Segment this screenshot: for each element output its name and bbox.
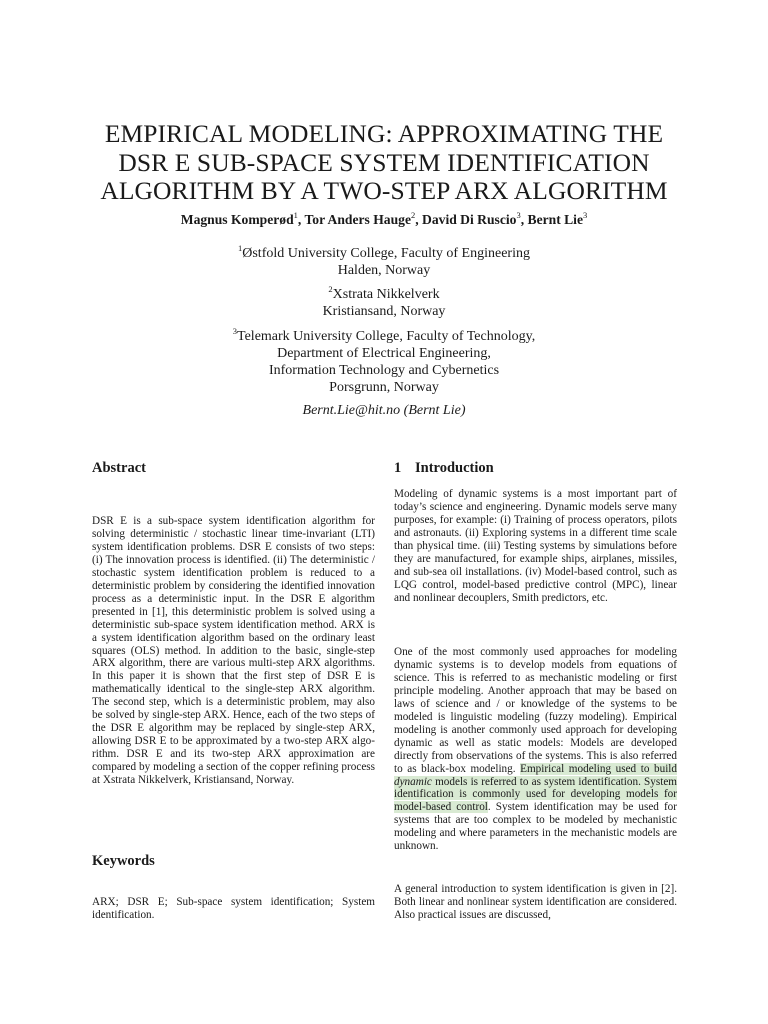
contact-email: Bernt.Lie@hit.no (Bernt Lie) [302, 403, 466, 418]
affiliation-line: Xstrata Nikkelverk [332, 287, 440, 302]
highlight-segment: models is referred to as system identification. System identification is commonly used for developing models for model-based control [394, 775, 677, 814]
paper-title [60, 120, 708, 206]
author-separator: , [297, 212, 305, 227]
author-affiliation-mark: 3 [583, 210, 588, 220]
author-affiliation-mark: 1 [293, 210, 298, 220]
abstract-heading: Abstract [92, 460, 146, 476]
affiliation-mark: 2 [328, 284, 333, 294]
abstract-text: DSR E is a sub-space system identification algorithm for solving deterministic / stochastic linear time-invariant (LTI) system identification problems. DSR E consists of two steps: (i) The innovation process is identified. (ii) The deterministic / stochastic system identification problem is reduced to a deterministic problem by considering the identified innovation process as a deterministic input. In the DSR E algorithm presented in [1], this deterministic problem is solved using a deterministic sub-space system identification method. ARX is a system identification algorithm based on the ordinary least squares (OLS) method. In addition to the basic, single-step ARX algorithm, there are various multi-step ARX algorithms. In this paper it is shown that the first step of DSR E is mathematically identical to the single-step ARX algorithm. The second step, which is a deterministic problem, may also be solved by single-step ARX. Hence, each of the two steps of the DSR E algorithm may be replaced by single-step ARX, allowing DSR E to be approximated by a two-step ARX algorithm. DSR E and its two-step ARX approximation are compared by modeling a section of the copper refining process at Xstrata Nikkelverk, Kristiansand, Norway. [92, 515, 375, 787]
author-name: Bernt Lie [527, 212, 583, 227]
affiliation-line: Information Technology and Cybernetics [268, 363, 500, 378]
section-number: 1 [394, 460, 402, 476]
author-name: Tor Anders Hauge [304, 212, 411, 227]
affiliation-line: Kristiansand, Norway [322, 304, 446, 319]
author-name: David Di Ruscio [422, 212, 517, 227]
introduction-heading [394, 459, 494, 477]
author-separator: , [520, 212, 528, 227]
affiliation-3 [60, 328, 708, 396]
author-list [60, 211, 708, 229]
intro-paragraph-2-tail: . System identification may be used for systems that are too complex to be modeled by mechanistic modeling and where parameters in the mechanistic models are unknown. [394, 801, 677, 853]
author-affiliation-mark: 2 [410, 210, 416, 220]
author-separator: , [415, 212, 423, 227]
affiliation-line: Telemark University College, Faculty of Technology, [237, 329, 536, 344]
title-line: DSR E SUB-SPACE SYSTEM IDENTIFICATION [118, 147, 650, 177]
intro-paragraph-1: Modeling of dynamic systems is a most important part of today’s science and engineering. Dynamic models serve many purposes, for example: (i) Training of process operators, pilots and astronauts. (ii) Exploring systems in a different time scale than physical time. (iii) Testing systems by simulations before they are manufactured, for example ships, airplanes, missiles, and sub-sea oil installations. (iv) Model-based control, such as LQG control, model-based predictive control (MPC), linear and nonlinear decouplers, Smith predictors, etc. [394, 488, 677, 604]
intro-paragraph-2-text: One of the most commonly used approaches for modeling dynamic systems is to develop models from equations of science. This is referred to as mechanistic modeling or first principle modeling. Another approach that may be based on laws of science and / or knowledge of the systems to be modeled is linguistic modeling (fuzzy modeling). Empirical modeling is another commonly used approach for developing dynamic as well as static models: Models are developed directly from observations of the systems. This is also referred to as black-box modeling. [394, 646, 677, 775]
affiliation-line: Porsgrunn, Norway [329, 380, 439, 395]
author-affiliation-mark: 3 [516, 210, 521, 220]
affiliation-mark: 3 [232, 326, 238, 336]
keywords-heading: Keywords [92, 853, 155, 869]
title-line: EMPIRICAL MODELING: APPROXIMATING THE [104, 119, 664, 148]
author-name: Magnus Komperød [180, 212, 294, 227]
affiliation-2 [60, 286, 708, 320]
affiliation-line: Halden, Norway [337, 263, 431, 278]
affiliation-1 [60, 245, 708, 279]
affiliation-mark: 1 [238, 243, 243, 253]
highlight-emphasis: dynamic [394, 775, 432, 788]
keywords-text: ARX; DSR E; Sub-space system identification; System identification. [92, 896, 375, 921]
title-line: ALGORITHM BY A TWO-STEP ARX ALGORITHM [100, 176, 668, 205]
affiliation-line: Department of Electrical Engineering, [277, 346, 491, 361]
intro-paragraph-2 [394, 646, 677, 853]
section-title: Introduction [415, 460, 494, 476]
affiliation-line: Østfold University College, Faculty of Engineering [242, 246, 530, 261]
highlight-segment: Empirical modeling used to build [520, 762, 678, 775]
intro-paragraph-3: A general introduction to system identification is given in [2]. Both linear and nonlinear system identification are considered. Also practical issues are discussed, [394, 883, 677, 921]
